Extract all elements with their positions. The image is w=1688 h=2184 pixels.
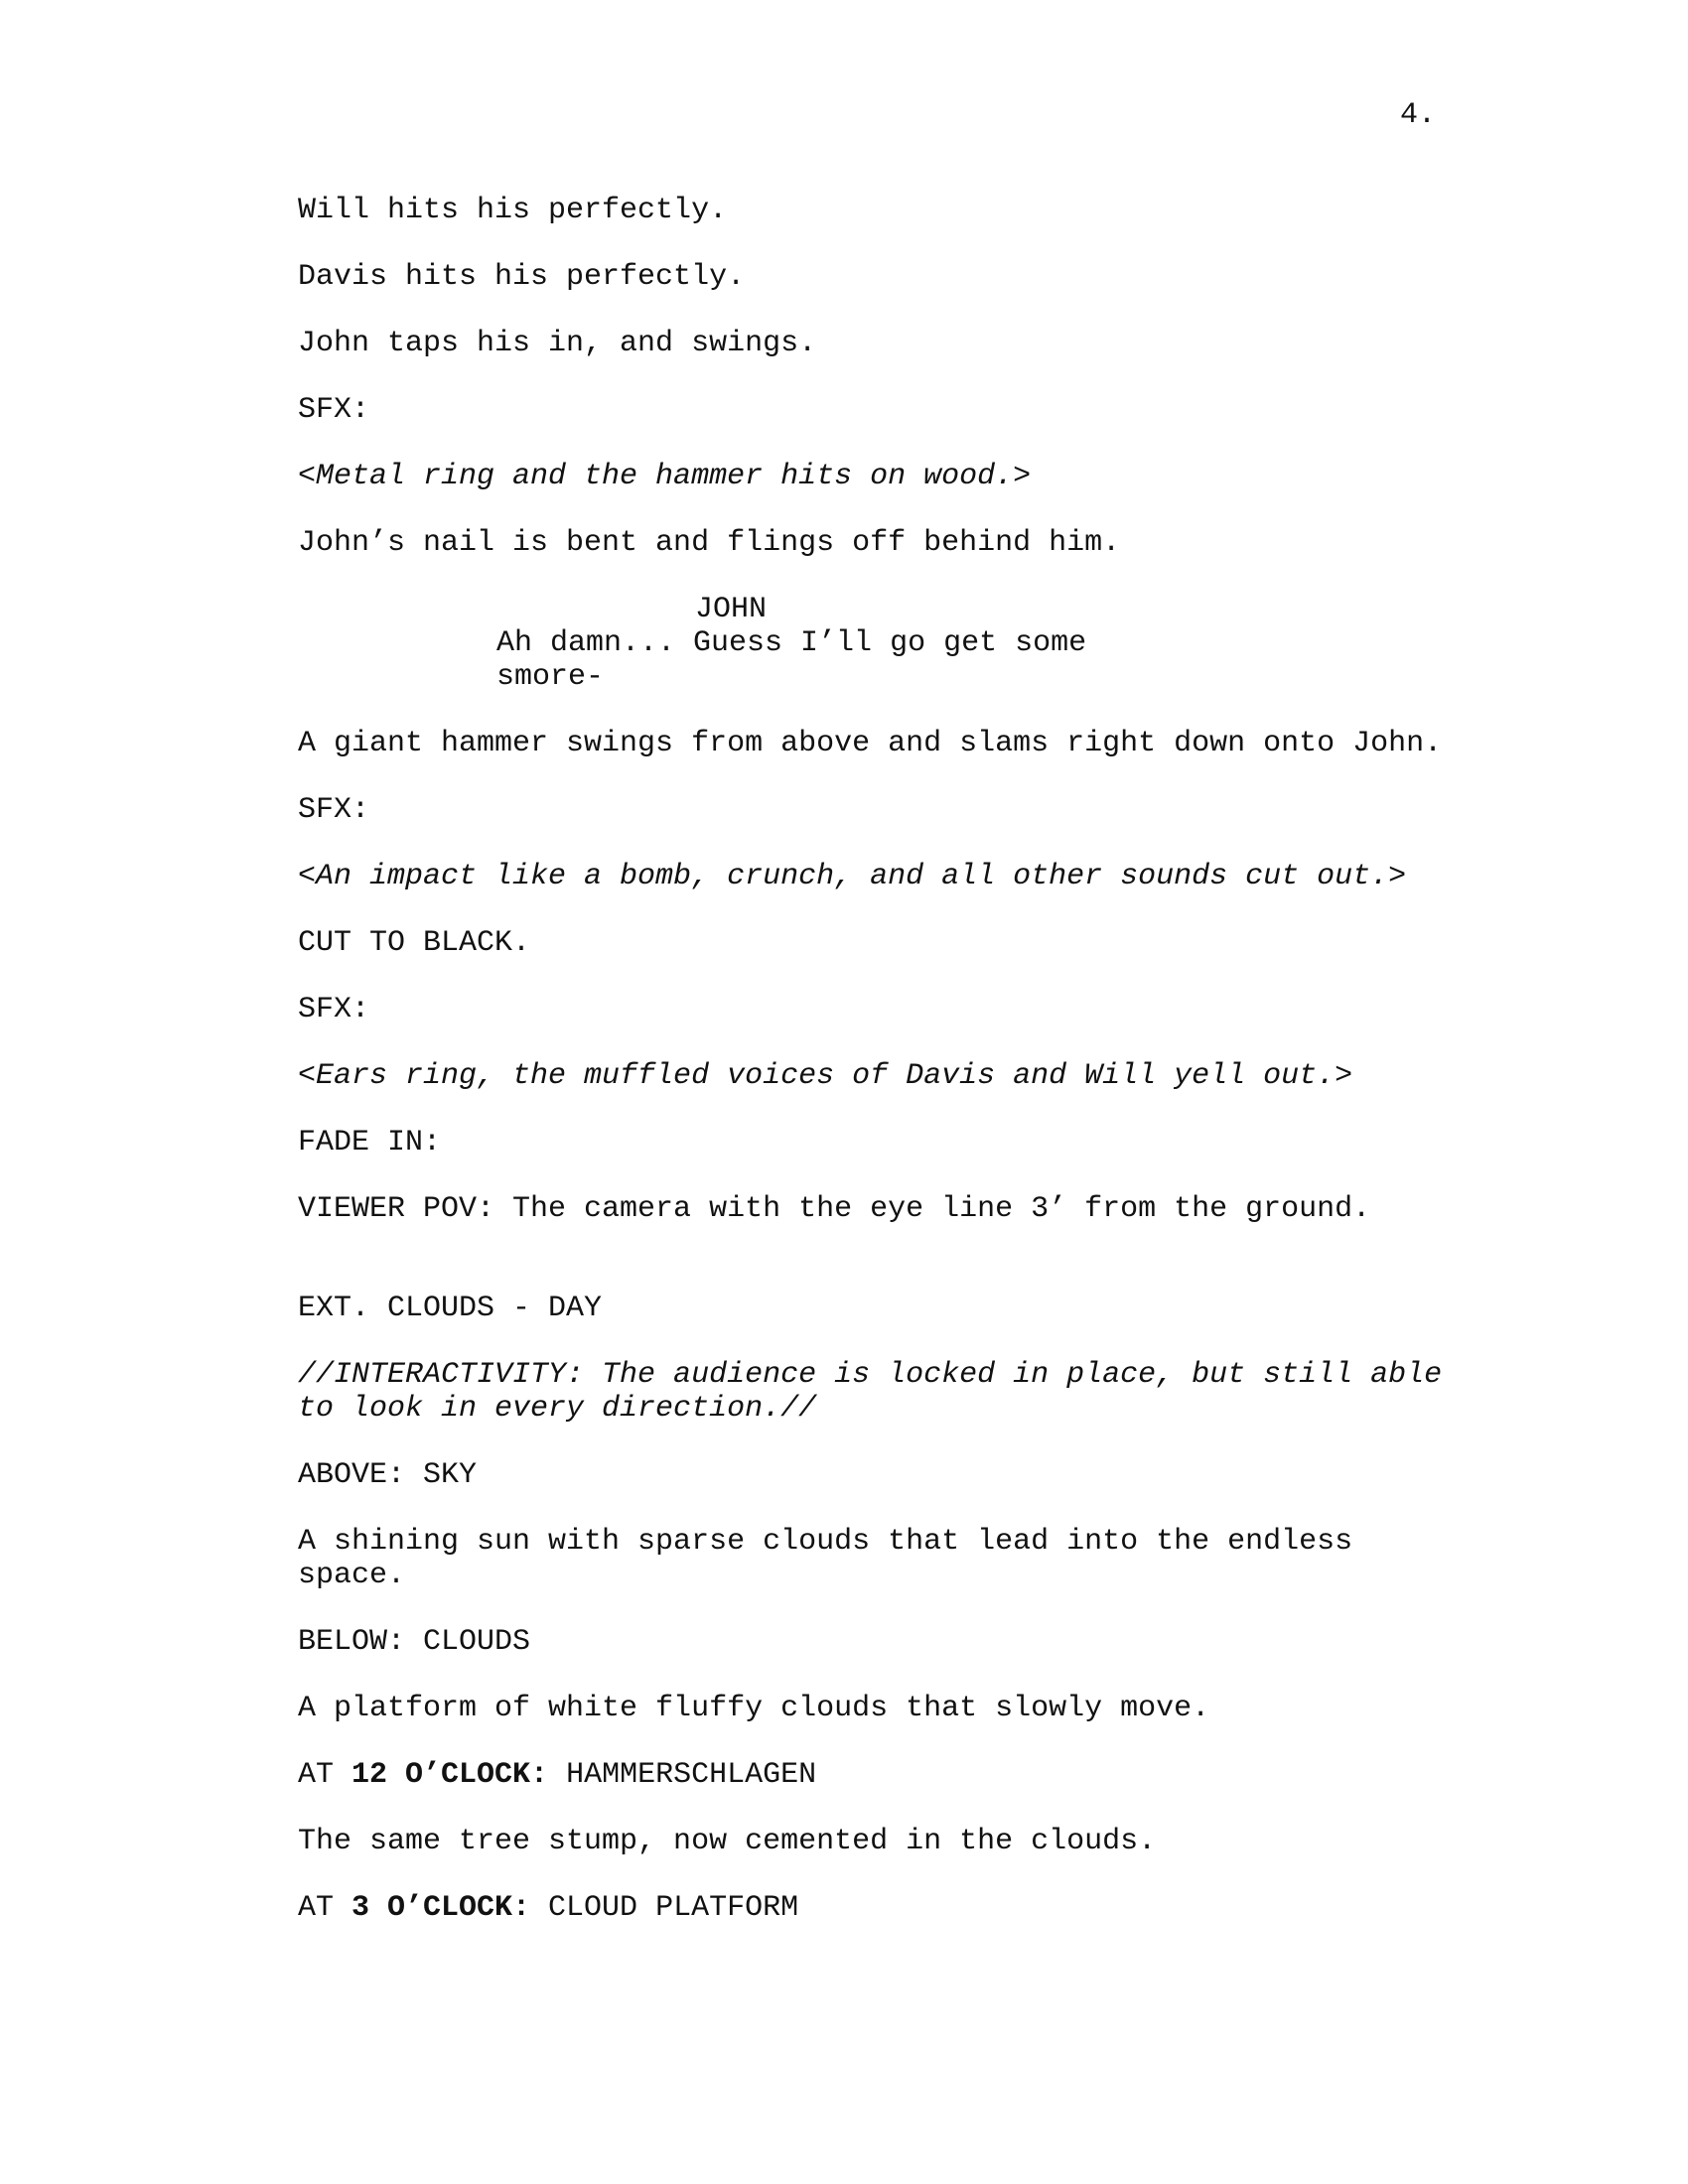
action-line: Will hits his perfectly. [298, 194, 728, 227]
action-line: The same tree stump, now cemented in the clouds. [298, 1825, 1157, 1858]
direction-label: BELOW: CLOUDS [298, 1625, 531, 1659]
dialogue-block [298, 593, 1470, 694]
transition: CUT TO BLACK. [298, 926, 531, 960]
action-line: VIEWER POV: The camera with the eye line 3’ from the ground. [298, 1192, 1371, 1226]
action-line: A shining sun with sparse clouds that lead into the endless space. [298, 1525, 1371, 1592]
interactivity-note: //INTERACTIVITY: The audience is locked in place, but still able to look in every direction.// [298, 1358, 1461, 1426]
direction-prefix: AT [298, 1891, 352, 1925]
direction-label [298, 1758, 1470, 1792]
character-name: JOHN [695, 593, 768, 626]
action-line: Davis hits his perfectly. [298, 260, 746, 294]
action-line: A platform of white fluffy clouds that slowly move. [298, 1692, 1210, 1725]
direction-target: CLOUD PLATFORM [530, 1891, 799, 1925]
action-line: John’s nail is bent and flings off behind him. [298, 526, 1121, 560]
clock-position: 12 O’CLOCK: [352, 1758, 549, 1792]
direction-label [298, 1891, 1470, 1925]
clock-position: 3 O’CLOCK: [352, 1891, 531, 1925]
sfx-description: <Ears ring, the muffled voices of Davis and Will yell out.> [298, 1059, 1353, 1093]
sfx-label: SFX: [298, 393, 370, 427]
action-line: John taps his in, and swings. [298, 327, 817, 360]
sfx-label: SFX: [298, 793, 370, 827]
sfx-description: <Metal ring and the hammer hits on wood.> [298, 460, 1032, 493]
direction-label: ABOVE: SKY [298, 1458, 478, 1492]
direction-target: HAMMERSCHLAGEN [548, 1758, 817, 1792]
transition: FADE IN: [298, 1126, 442, 1160]
page-number: 4. [1399, 98, 1436, 132]
scene-heading: EXT. CLOUDS - DAY [298, 1292, 603, 1325]
action-line: A giant hammer swings from above and slams right down onto John. [298, 727, 1443, 760]
script-body [298, 194, 1470, 1958]
dialogue-text: Ah damn... Guess I’ll go get some smore- [496, 626, 1105, 694]
sfx-description: <An impact like a bomb, crunch, and all other sounds cut out.> [298, 860, 1407, 893]
sfx-label: SFX: [298, 993, 370, 1026]
direction-prefix: AT [298, 1758, 352, 1792]
